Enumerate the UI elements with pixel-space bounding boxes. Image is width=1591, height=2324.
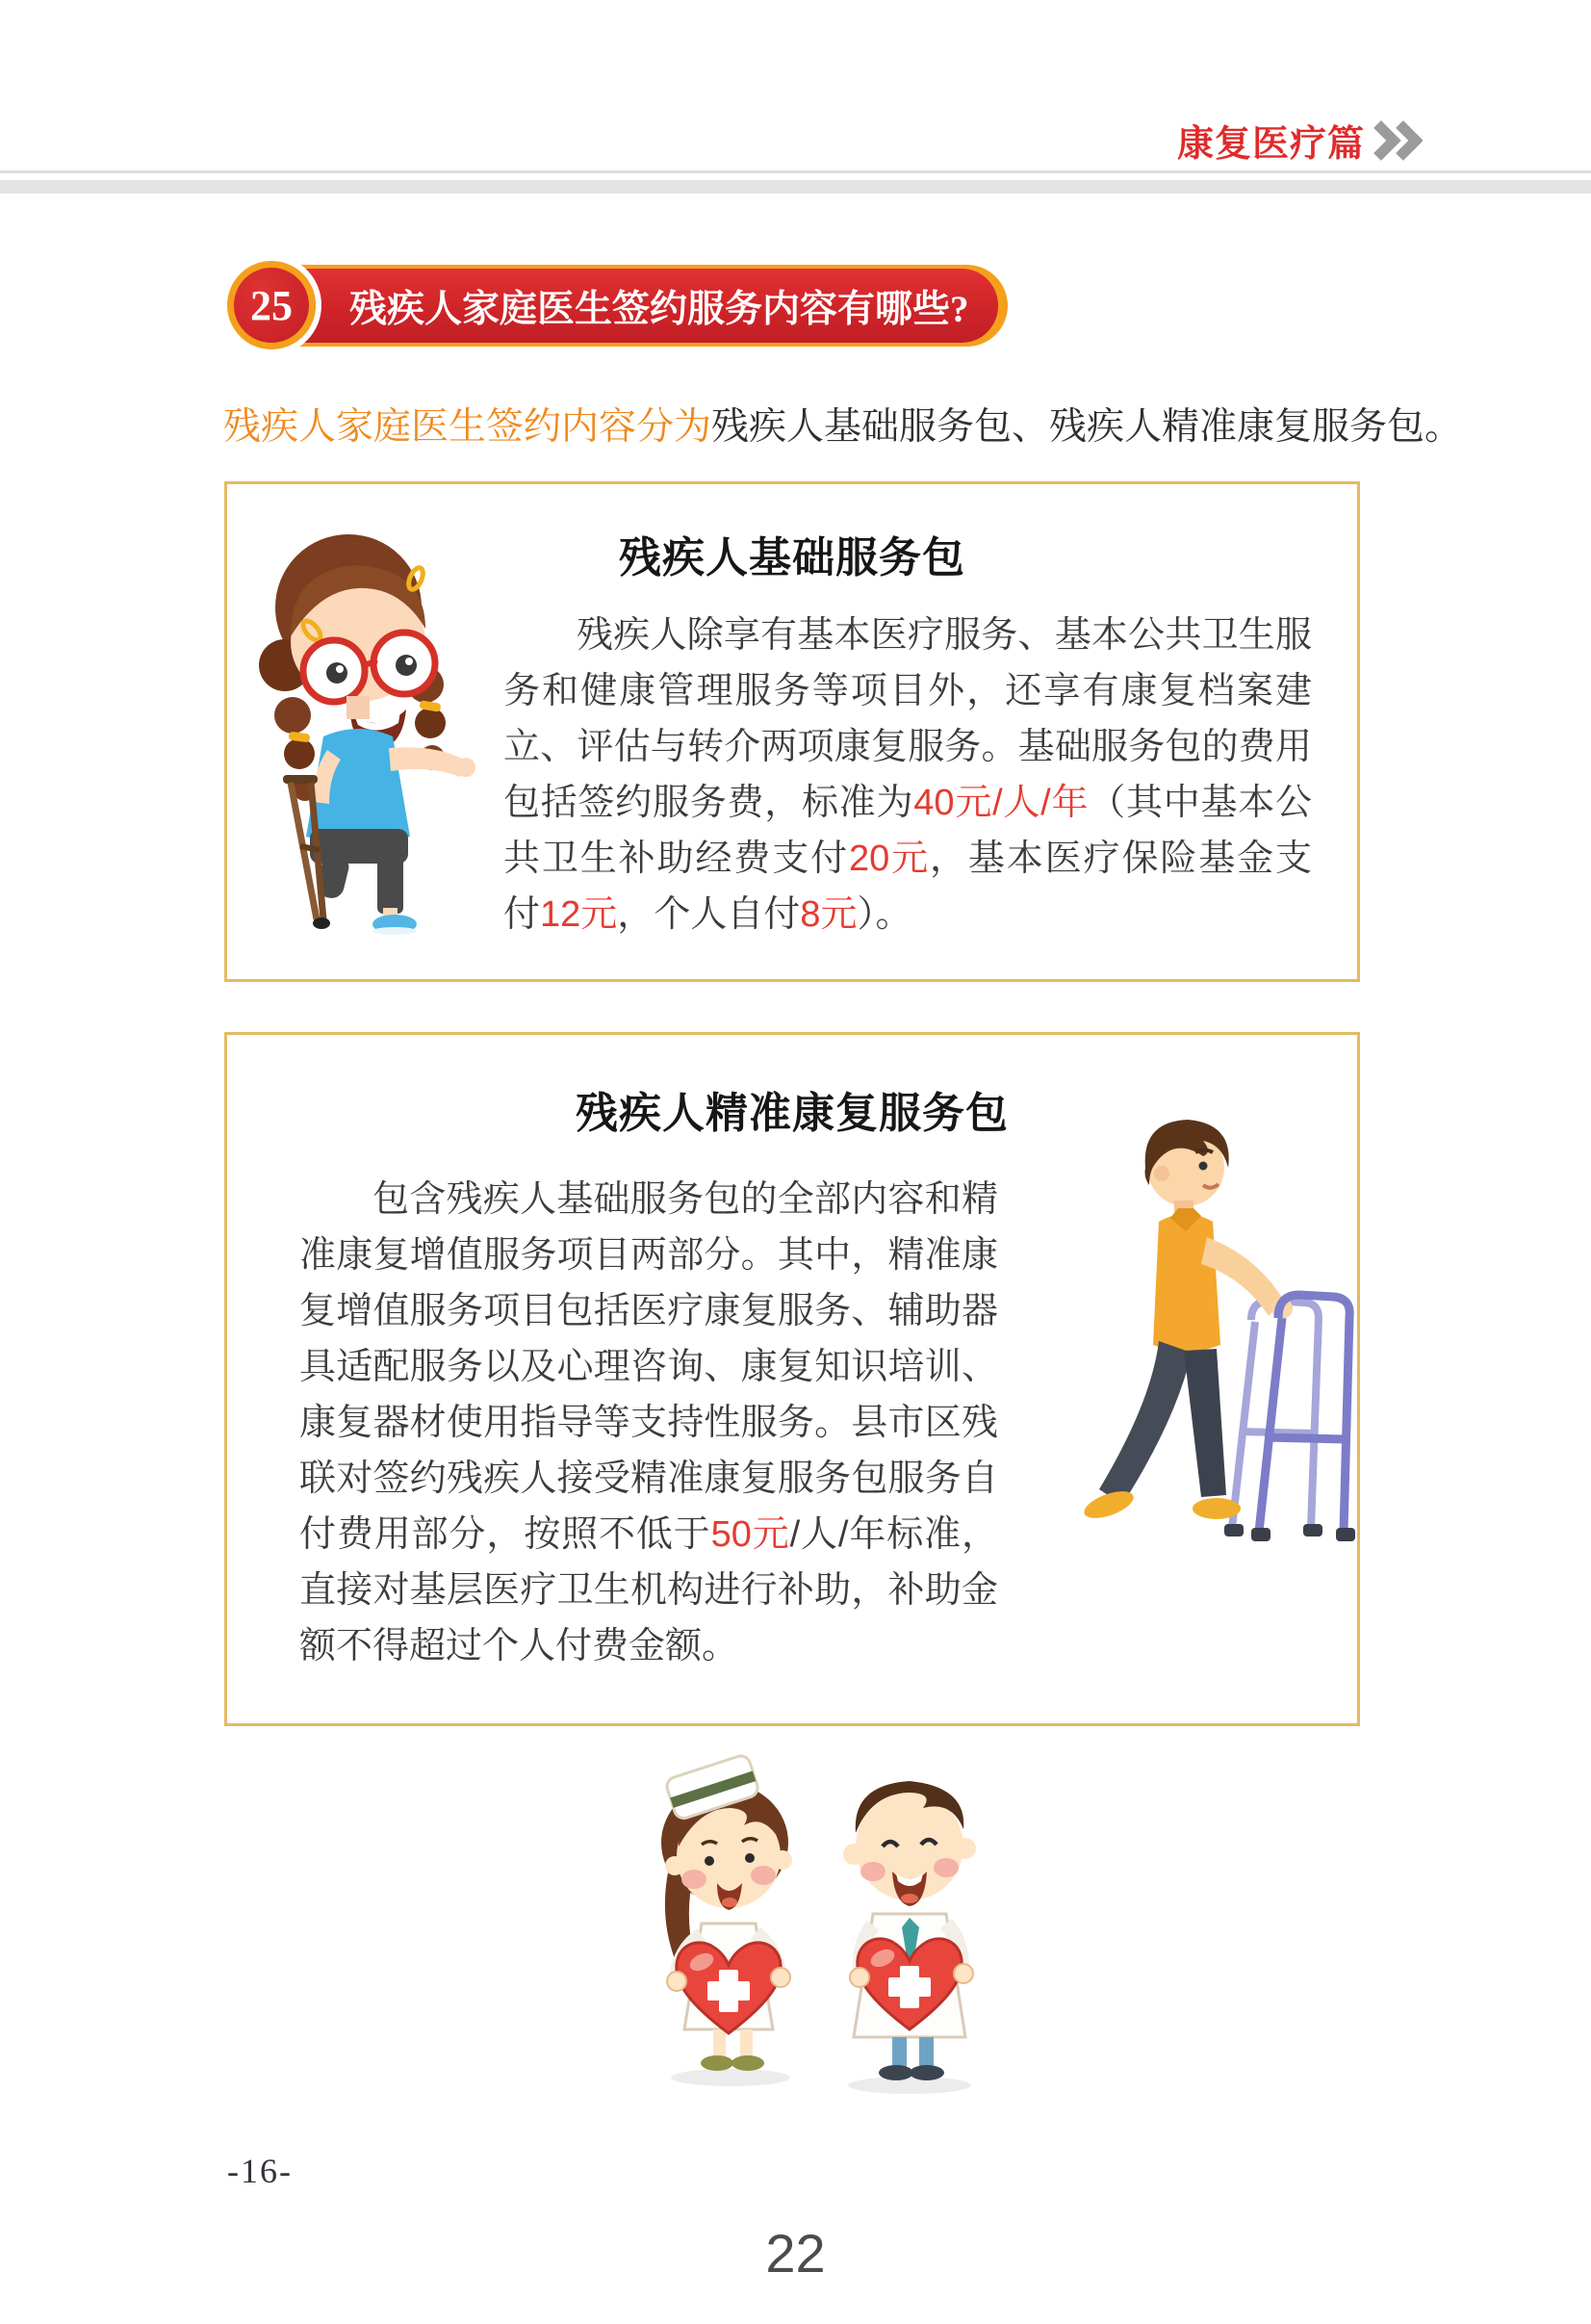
intro-highlight: 残疾人家庭医生签约内容分为	[223, 406, 712, 448]
precise-package-box	[224, 1032, 1360, 1726]
paragraph-text: ，基本医疗保险基金支付	[503, 839, 1312, 935]
paragraph-text: （其中基本公共卫生补助经费支付	[503, 783, 1312, 879]
highlighted-amount: 12元	[540, 894, 618, 935]
precise-package-title: 残疾人精准康复服务包	[576, 1090, 1009, 1137]
header-section-label: 康复医疗篇	[1176, 124, 1365, 165]
question-title: 残疾人家庭医生签约服务内容有哪些?	[349, 288, 969, 330]
precise-package-paragraph	[299, 1172, 998, 1674]
highlighted-amount: 50元	[710, 1514, 790, 1555]
highlighted-amount: 40元/人/年	[913, 783, 1090, 823]
paragraph-text: 包含残疾人基础服务包的全部内容和精准康复增值服务项目两部分。其中，精准康复增值服务项目包括医疗康复服务、辅助器具适配服务以及心理咨询、康复知识培训、康复器材使用指导等支持性服务。县市区残联对签约残疾人接受精准康复服务包服务自付费用部分，按照不低于	[299, 1179, 998, 1555]
question-number-badge: 25	[227, 261, 316, 349]
header-divider-band	[0, 180, 1591, 194]
man-with-walker-illustration	[1063, 1114, 1361, 1566]
inner-page-number: -16-	[227, 2152, 293, 2190]
paragraph-text: ，个人自付	[617, 894, 801, 935]
paragraph-text: ）。	[857, 894, 912, 935]
page-header	[1177, 114, 1423, 167]
paragraph-text: 残疾人除享有基本医疗服务、基本公共卫生服务和健康管理服务等项目外，还享有康复档案建立、评估与转介两项康复服务。基础服务包的费用包括签约服务费，标准为	[503, 615, 1312, 823]
paragraph-text: /人/年标准，直接对基层医疗卫生机构进行补助，补助金额不得超过个人付费金额。	[299, 1514, 998, 1666]
basic-package-paragraph	[503, 607, 1312, 943]
highlighted-amount: 8元	[800, 894, 858, 935]
question-banner	[272, 269, 998, 343]
nurse-and-doctor-illustration	[621, 1739, 1025, 2141]
intro-paragraph	[223, 397, 1462, 451]
highlighted-amount: 20元	[848, 839, 931, 879]
double-chevron-icon	[1373, 120, 1423, 161]
basic-package-box	[224, 481, 1360, 982]
header-divider-thin	[0, 170, 1591, 173]
intro-rest: 残疾人基础服务包、残疾人精准康复服务包。	[711, 406, 1463, 448]
outer-page-number: 22	[765, 2223, 826, 2284]
basic-package-title: 残疾人基础服务包	[619, 534, 965, 581]
